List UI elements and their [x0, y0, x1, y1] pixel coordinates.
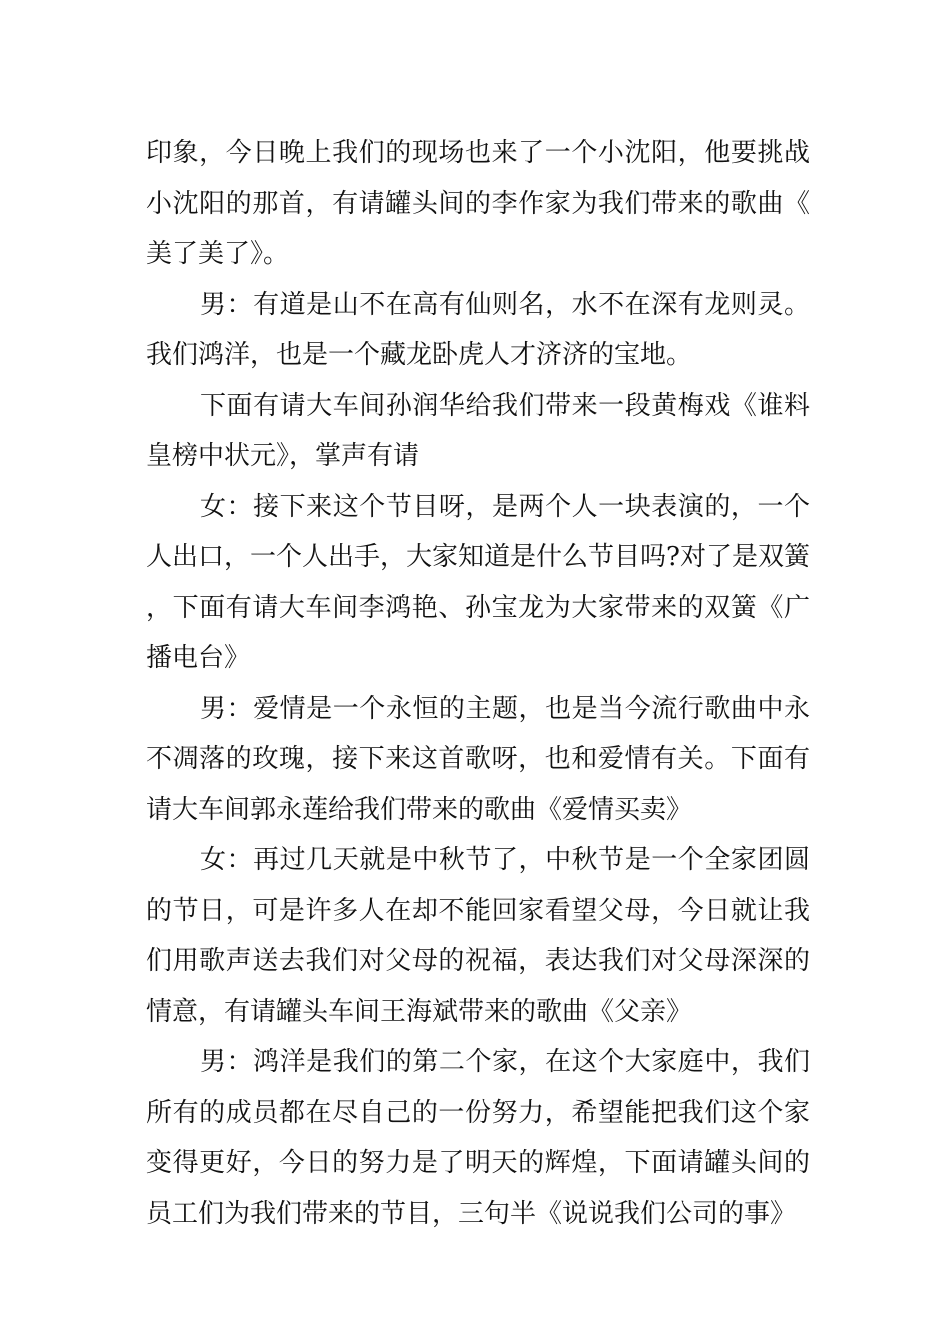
- paragraph-2: 男：有道是山不在高有仙则名，水不在深有龙则灵。我们鸿洋，也是一个藏龙卧虎人才济济的宝地。: [146, 289, 810, 370]
- paragraph-5: 男：爱情是一个永恒的主题，也是当今流行歌曲中永不凋落的玫瑰，接下来这首歌呀，也和爱情有关。下面有请大车间郭永莲给我们带来的歌曲《爱情买卖》: [146, 693, 810, 825]
- paragraph-1: 印象，今日晚上我们的现场也来了一个小沈阳，他要挑战小沈阳的那首，有请罐头间的李作家为我们带来的歌曲《美了美了》。: [146, 138, 810, 269]
- paragraph-6: 女：再过几天就是中秋节了，中秋节是一个全家团圆的节日，可是许多人在却不能回家看望父母，今日就让我们用歌声送去我们对父母的祝福，表达我们对父母深深的情意，有请罐头车间王海斌带来的歌曲《父亲》: [146, 845, 810, 1027]
- paragraph-3: 下面有请大车间孙润华给我们带来一段黄梅戏《谁料皇榜中状元》，掌声有请: [146, 390, 810, 471]
- document-body: [146, 128, 810, 1239]
- paragraph-7: 男：鸿洋是我们的第二个家，在这个大家庭中，我们所有的成员都在尽自己的一份努力，希望能把我们这个家变得更好，今日的努力是了明天的辉煌，下面请罐头间的员工们为我们带来的节目，三句半《说说我们公司的事》: [146, 1047, 810, 1229]
- paragraph-4: 女：接下来这个节目呀，是两个人一块表演的，一个人出口，一个人出手，大家知道是什么节目吗?对了是双簧，下面有请大车间李鸿艳、孙宝龙为大家带来的双簧《广播电台》: [146, 491, 810, 673]
